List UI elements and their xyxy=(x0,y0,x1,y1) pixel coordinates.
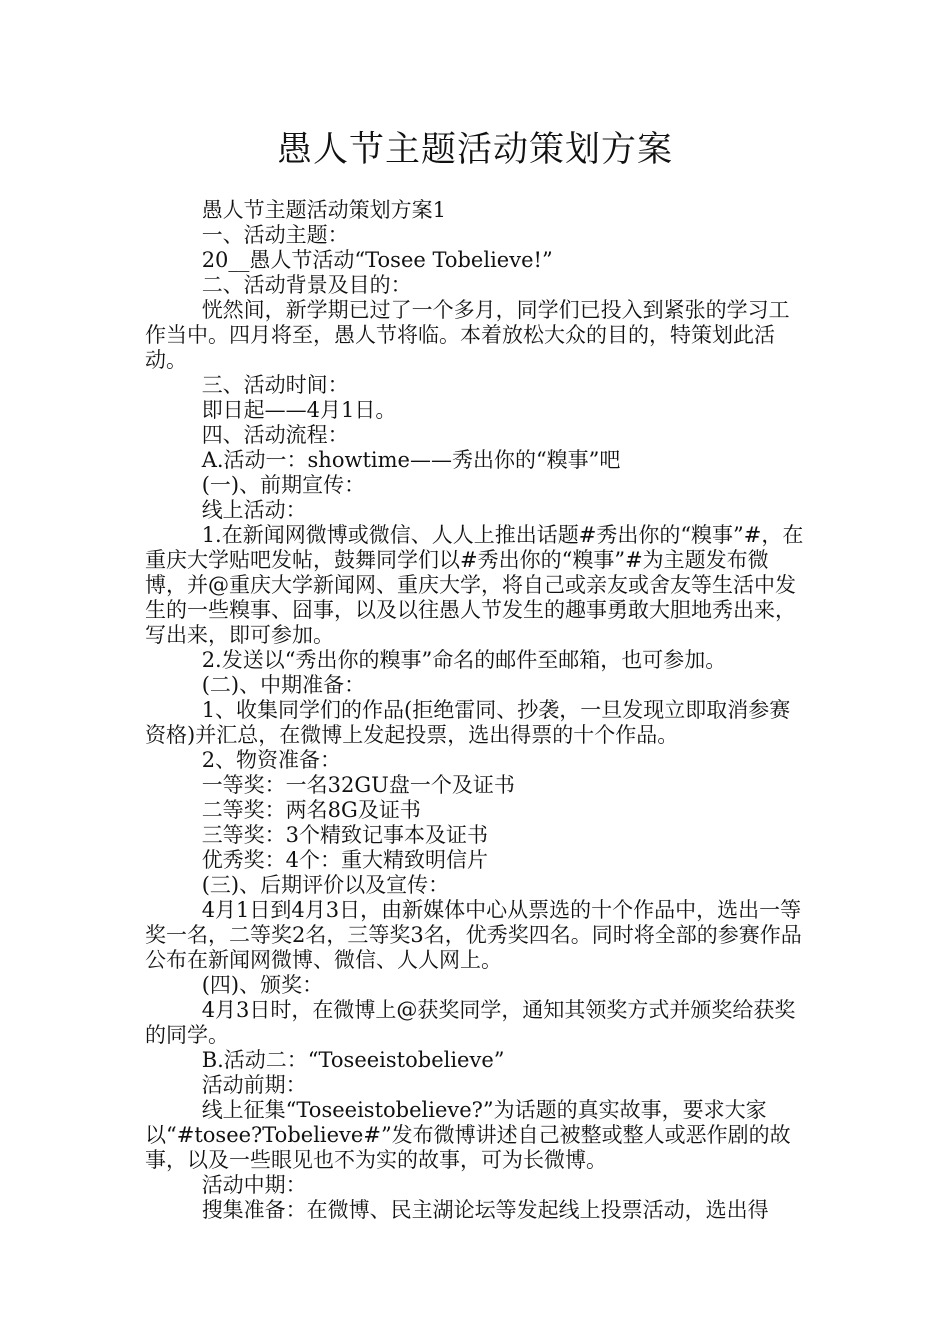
paragraph: 线上活动： xyxy=(201,498,307,522)
sub-heading: (一)、前期宣传： xyxy=(201,473,366,497)
paragraph: 20__愚人节活动“Tosee Tobelieve!” xyxy=(201,248,553,272)
document-body xyxy=(145,198,810,1223)
paragraph: 愚人节主题活动策划方案1 xyxy=(201,198,447,222)
paragraph: 1、收集同学们的作品(拒绝雷同、抄袭，一旦发现立即取消参赛资格)并汇总，在微博上发起投票，选出得票的十个作品。 xyxy=(145,698,791,747)
paragraph: 搜集准备：在微博、民主湖论坛等发起线上投票活动，选出得 xyxy=(201,1198,769,1222)
paragraph: 2.发送以“秀出你的糗事”命名的邮件至邮箱，也可参加。 xyxy=(201,648,727,672)
paragraph: 1.在新闻网微博或微信、人人上推出话题#秀出你的“糗事”#，在重庆大学贴吧发帖，鼓舞同学们以#秀出你的“糗事”#为主题发布微博，并@重庆大学新闻网、重庆大学，将自己或亲友或舍友等生活中发生的一些糗事、囧事，以及以往愚人节发生的趣事勇敢大胆地秀出来，写出来，即可参加。 xyxy=(145,523,804,647)
sub-heading: (三)、后期评价以及宣传： xyxy=(201,873,450,897)
section-heading: 四、活动流程： xyxy=(201,423,349,447)
paragraph: 即日起——4月1日。 xyxy=(201,398,397,422)
paragraph: 4月1日到4月3日，由新媒体中心从票选的十个作品中，选出一等奖一名，二等奖2名，三等奖3名，优秀奖四名。同时将全部的参赛作品公布在新闻网微博、微信、人人网上。 xyxy=(145,898,802,972)
section-heading: 三、活动时间： xyxy=(201,373,349,397)
paragraph: A.活动一：showtime——秀出你的“糗事”吧 xyxy=(201,448,621,472)
section-heading: 一、活动主题： xyxy=(201,223,349,247)
section-heading: 二、活动背景及目的： xyxy=(201,273,412,297)
document-title: 愚人节主题活动策划方案 xyxy=(276,130,673,170)
prize-line: 二等奖：两名8G及证书 xyxy=(201,798,421,822)
paragraph: 2、物资准备： xyxy=(201,748,342,772)
paragraph: 活动中期： xyxy=(201,1173,307,1197)
sub-heading: (二)、中期准备： xyxy=(201,673,366,697)
paragraph: B.活动二：“Toseeistobelieve” xyxy=(201,1048,505,1072)
sub-heading: (四)、颁奖： xyxy=(201,973,324,997)
prize-line: 一等奖：一名32GU盘一个及证书 xyxy=(201,773,515,797)
paragraph: 4月3日时，在微博上@获奖同学，通知其领奖方式并颁奖给获奖的同学。 xyxy=(145,998,796,1047)
prize-line: 优秀奖：4个：重大精致明信片 xyxy=(201,848,489,872)
paragraph: 活动前期： xyxy=(201,1073,307,1097)
paragraph: 恍然间，新学期已过了一个多月，同学们已投入到紧张的学习工作当中。四月将至，愚人节将临。本着放松大众的目的，特策划此活动。 xyxy=(145,298,790,372)
paragraph: 线上征集“Toseeistobelieve?”为话题的真实故事，要求大家以“#tosee?Tobelieve#”发布微博讲述自己被整或整人或恶作剧的故事，以及一些眼见也不为实的故事，可为长微博。 xyxy=(145,1098,791,1172)
prize-line: 三等奖：3个精致记事本及证书 xyxy=(201,823,489,847)
